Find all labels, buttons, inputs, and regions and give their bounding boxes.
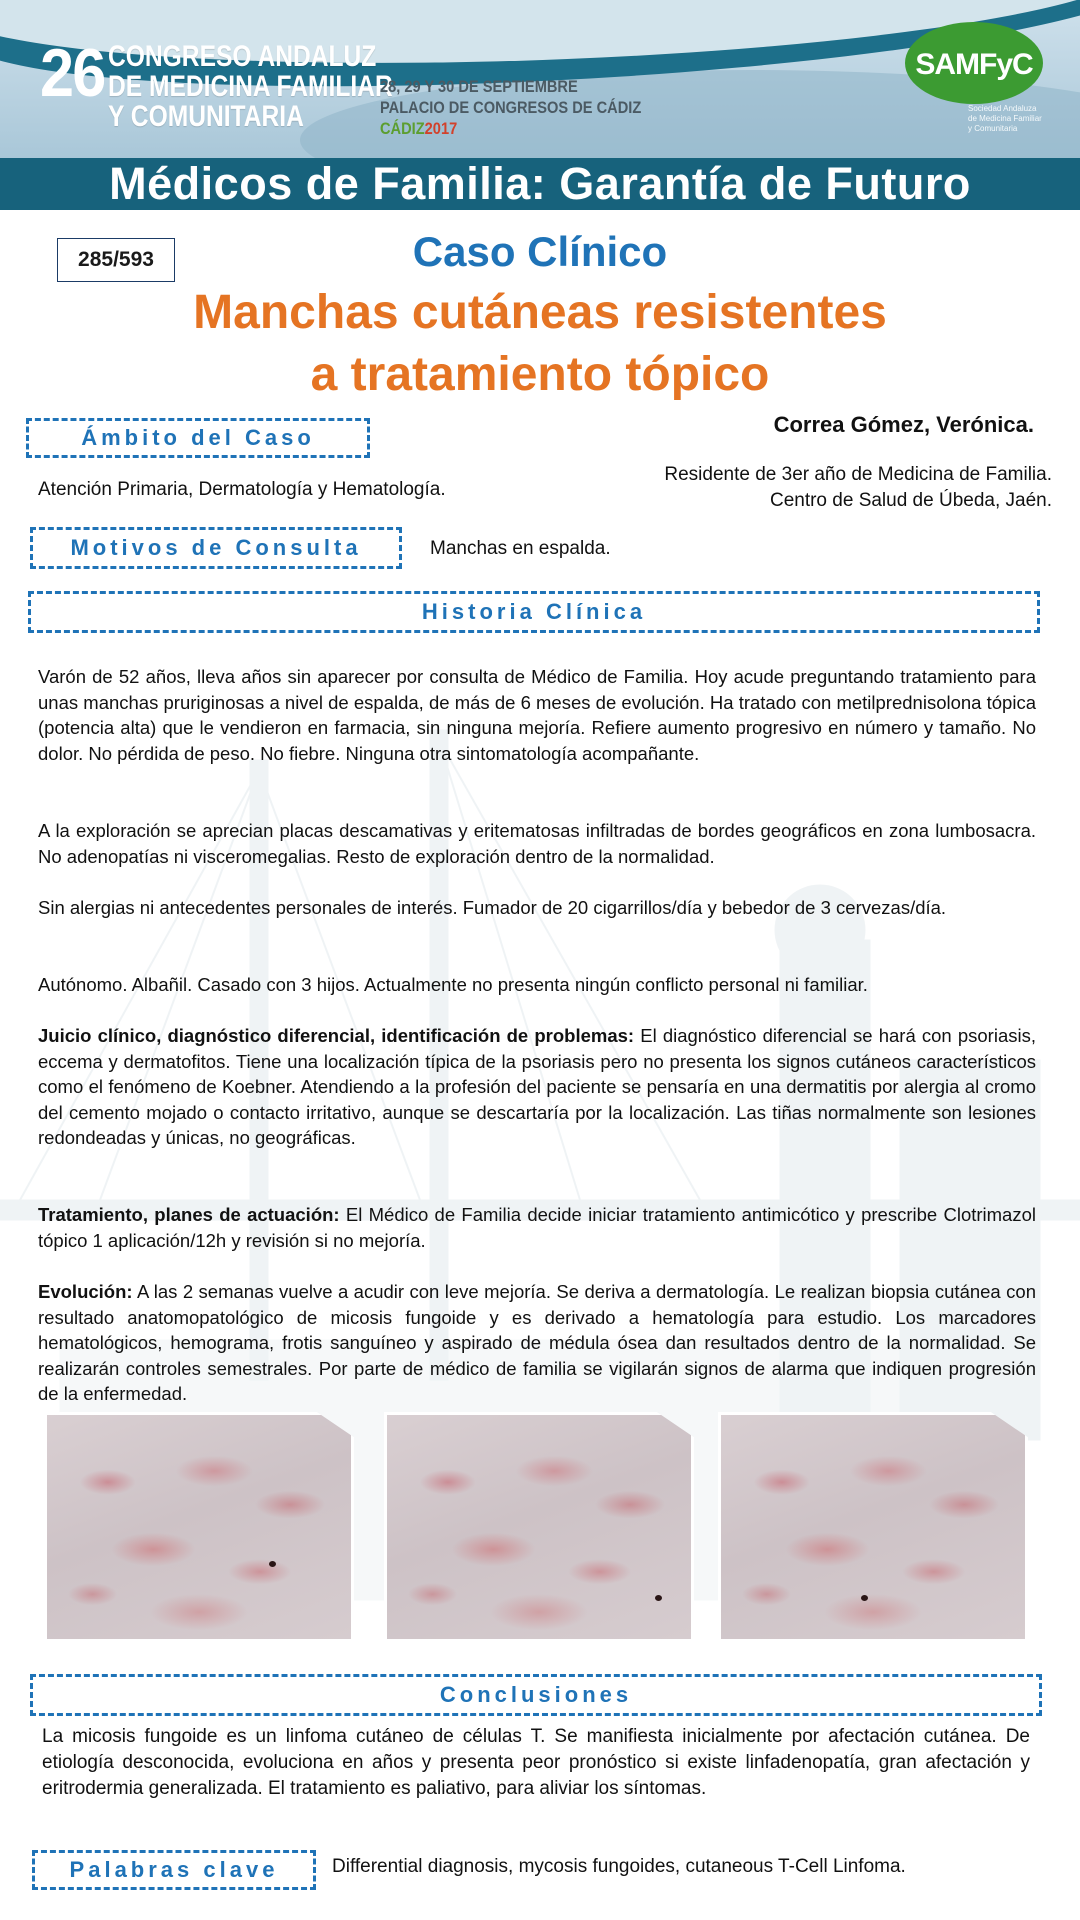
congress-line-2: DE MEDICINA FAMILIAR: [108, 70, 393, 103]
historia-paragraph-2: A la exploración se aprecian placas descamativas y eritematosas infiltradas de bordes geográficos en zona lumbosacra. No adenopatías ni visceromegalias. Resto de exploración dentro de la normalidad.: [38, 820, 1036, 867]
evolucion-text: A las 2 semanas vuelve a acudir con leve mejoría. Se deriva a dermatología. Le realizan biopsia cutánea con resultado anatomopatológico de micosis fungoide y es derivado a hematología para estudio. Los marcadores hematológicos, hemograma, frotis sanguíneo y aspirado de médula ósea dan resultados dentro de la normalidad. Se realizarán controles semestrales. Por parte de médico de familia se vigilarán signos de alarma que indiquen progresión de la enfermedad.: [38, 1281, 1036, 1405]
congress-line-1: CONGRESO ANDALUZ: [108, 40, 377, 73]
ambito-text: Atención Primaria, Dermatología y Hematología.: [38, 479, 446, 500]
palabras-clave-section-label: Palabras clave: [32, 1850, 316, 1890]
logo-subtitle-line: Sociedad Andaluza: [968, 104, 1037, 113]
historia-section-label: Historia Clínica: [28, 591, 1040, 633]
author-name: Correa Gómez, Verónica.: [773, 412, 1034, 437]
conclusiones-section-label: Conclusiones: [30, 1674, 1042, 1716]
congress-venue: PALACIO DE CONGRESOS DE CÁDIZ: [380, 98, 642, 117]
skin-lesion-photo-1: [44, 1412, 354, 1642]
logo-subtitle-line: de Medicina Familiar: [968, 114, 1042, 123]
ambito-section-label: Ámbito del Caso: [26, 418, 370, 458]
author-affiliation: [560, 462, 1052, 514]
evolucion-label: Evolución:: [38, 1281, 133, 1302]
skin-lesion-image: [47, 1415, 351, 1639]
skin-lesion-photo-2: [384, 1412, 694, 1642]
mole-mark: [269, 1561, 276, 1567]
logo-subtitle-line: y Comunitaria: [968, 124, 1018, 133]
author-role: Residente de 3er año de Medicina de Familia.: [664, 464, 1052, 485]
congress-dates: 28, 29 Y 30 DE SEPTIEMBRE: [380, 77, 578, 96]
author-center: Centro de Salud de Úbeda, Jaén.: [769, 490, 1052, 511]
congress-name: [108, 42, 393, 132]
mole-mark: [655, 1595, 662, 1601]
historia-paragraph-1: Varón de 52 años, lleva años sin aparecer por consulta de Médico de Familia. Hoy acude preguntando tratamiento para unas manchas pruriginosas a nivel de espalda, de más de 6 meses de evolución. Ha tratado con metilprednisolona tópica (potencia alta) que le vendieron en farmacia, sin ninguna mejoría. Refiere aumento progresivo en número y tamaño. No dolor. No pérdida de peso. No fiebre. Ninguna otra sintomatología acompañante.: [38, 666, 1036, 764]
case-title-line-2: a tratamiento tópico: [310, 348, 770, 401]
motivos-text: Manchas en espalda.: [430, 538, 611, 559]
juicio-clinico-label: Juicio clínico, diagnóstico diferencial, identificación de problemas:: [38, 1025, 635, 1046]
skin-lesion-image: [721, 1415, 1025, 1639]
samfyc-logo-text: SAMFyC: [915, 48, 1033, 81]
congress-details: [380, 76, 641, 139]
tratamiento-label: Tratamiento, planes de actuación:: [38, 1204, 340, 1225]
tratamiento-text: El Médico de Familia decide iniciar tratamiento antimicótico y prescribe Clotrimazol tópico 1 aplicación/12h y revisión si no mejoría.: [38, 1204, 1036, 1251]
case-title: [100, 282, 980, 406]
mole-mark: [861, 1595, 868, 1601]
tratamiento-paragraph: [38, 1202, 1036, 1253]
case-title-line-1: Manchas cutáneas resistentes: [193, 286, 887, 339]
skin-lesion-image: [387, 1415, 691, 1639]
historia-paragraph-3: Sin alergias ni antecedentes personales de interés. Fumador de 20 cigarrillos/día y bebedor de 3 cervezas/día.: [38, 897, 947, 918]
congress-city: CÁDIZ: [380, 119, 425, 138]
palabras-clave-text: Differential diagnosis, mycosis fungoides, cutaneous T-Cell Linfoma.: [332, 1856, 906, 1877]
historia-paragraph-4: Autónomo. Albañil. Casado con 3 hijos. Actualmente no presenta ningún conflicto personal ni familiar.: [38, 974, 868, 995]
congress-line-3: Y COMUNITARIA: [108, 100, 304, 133]
congress-number: 26: [40, 35, 105, 111]
case-type-heading: Caso Clínico: [412, 228, 668, 275]
motivos-section-label: Motivos de Consulta: [30, 527, 402, 569]
samfyc-logo-subtitle: [968, 104, 1042, 134]
congress-city-year: [380, 118, 641, 139]
conclusiones-text: La micosis fungoide es un linfoma cutáneo de células T. Se manifiesta inicialmente por afectación cutánea. De etiología desconocida, evoluciona en años y presenta peor pronóstico si existe linfadenopatía, gran afectación y eritrodermia generalizada. El tratamiento es paliativo, para aliviar los síntomas.: [42, 1726, 1030, 1799]
case-id-badge: 285/593: [57, 238, 175, 282]
evolucion-paragraph: [38, 1279, 1036, 1407]
juicio-clinico-paragraph: [38, 1023, 1036, 1151]
motto: Médicos de Familia: Garantía de Futuro: [109, 158, 971, 209]
skin-lesion-photo-3: [718, 1412, 1028, 1642]
juicio-clinico-text: El diagnóstico diferencial se hará con psoriasis, eccema y dermatofitos. Tiene una localización típica de la psoriasis pero no presenta los signos cutáneos característicos como el fenómeno de Koebner. Atendiendo a la profesión del paciente se pensaría en una dermatitis por alergia al cromo del cemento mojado o contacto irritativo, aunque se descartaría por la localización. Las tiñas normalmente son lesiones redondeadas y únicas, no geográficas.: [38, 1025, 1036, 1149]
congress-year: 2017: [424, 119, 458, 138]
